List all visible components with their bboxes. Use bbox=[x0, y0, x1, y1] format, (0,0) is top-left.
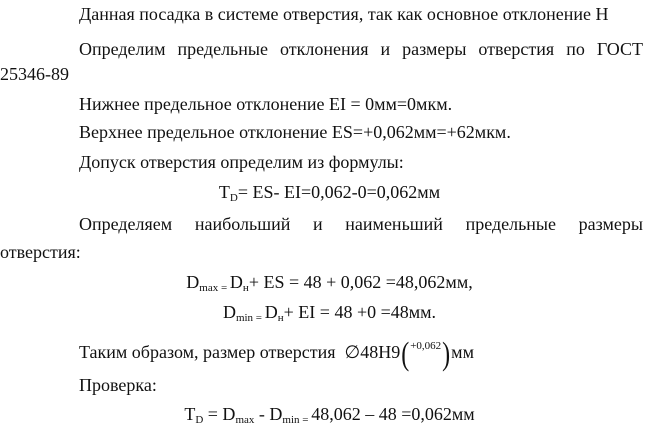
paragraph-check: Проверка: bbox=[79, 375, 157, 395]
subscript-d: D bbox=[195, 414, 204, 426]
word: предельные bbox=[177, 39, 268, 59]
word: размеры bbox=[578, 214, 643, 234]
word: наименьший bbox=[345, 214, 443, 234]
subscript-d: D bbox=[229, 192, 238, 204]
formula-text: - D bbox=[254, 404, 283, 424]
formula-dmin bbox=[0, 301, 659, 329]
symbol-d: D bbox=[222, 302, 236, 322]
formula-text: + EI = 48 +0 =48мм. bbox=[283, 302, 437, 322]
paragraph-conclusion bbox=[79, 335, 474, 373]
subscript-min: min = bbox=[235, 312, 265, 324]
paragraph-limit-sizes-cont: отверстия: bbox=[0, 242, 81, 262]
right-paren: ) bbox=[442, 337, 451, 373]
symbol-d: D bbox=[186, 272, 200, 292]
left-paren: ( bbox=[401, 337, 410, 373]
paragraph-fit-type: Данная посадка в системе отверстия, так как основное отклонение Н bbox=[79, 4, 609, 24]
unit: мм bbox=[451, 342, 474, 362]
paragraph-tolerance-intro: Допуск отверстия определим из формулы: bbox=[79, 152, 404, 172]
gost-number: 25346-89 bbox=[0, 64, 69, 84]
symbol-t: T bbox=[184, 404, 196, 424]
word: предельные bbox=[465, 214, 557, 234]
paragraph-upper-deviation: Верхнее предельное отклонение ES=+0,062мм=+62мкм. bbox=[79, 122, 511, 142]
word: Определяем bbox=[79, 214, 173, 234]
formula-text: = ES- EI=0,062-0=0,062мм bbox=[237, 182, 441, 202]
symbol-dn: D bbox=[264, 302, 278, 322]
word: наибольший bbox=[194, 214, 291, 234]
word: ГОСТ bbox=[596, 39, 643, 59]
tolerance-value: +0,062 bbox=[410, 340, 442, 352]
paragraph-define-deviations bbox=[79, 38, 643, 60]
formula-tolerance bbox=[0, 181, 659, 209]
symbol-dn: D bbox=[229, 272, 243, 292]
paragraph-lower-deviation: Нижнее предельное отклонение EI = 0мм=0мкм. bbox=[79, 94, 453, 114]
formula-text: 48,062 – 48 =0,062мм bbox=[311, 404, 475, 424]
word: и bbox=[313, 214, 323, 234]
word: отклонения bbox=[279, 39, 369, 59]
subscript-n: н bbox=[277, 312, 284, 324]
word: Определим bbox=[79, 39, 166, 59]
size-designation: ∅48H9 bbox=[344, 342, 401, 362]
conclusion-text: Таким образом, размер отверстия bbox=[79, 342, 336, 362]
formula-text: + ES = 48 + 0,062 =48,062мм, bbox=[248, 272, 473, 292]
word: размеры bbox=[402, 39, 467, 59]
subscript-max: max bbox=[235, 414, 255, 426]
symbol-t: T bbox=[218, 182, 230, 202]
subscript-max: max = bbox=[199, 282, 230, 294]
subscript-n: н bbox=[242, 282, 249, 294]
word: по bbox=[566, 39, 585, 59]
word: отверстия bbox=[478, 39, 555, 59]
formula-dmax bbox=[0, 271, 659, 299]
formula-check bbox=[0, 403, 659, 431]
formula-text: = D bbox=[203, 404, 236, 424]
paragraph-limit-sizes bbox=[79, 213, 643, 235]
subscript-min: min = bbox=[282, 414, 312, 426]
word: и bbox=[380, 39, 391, 59]
